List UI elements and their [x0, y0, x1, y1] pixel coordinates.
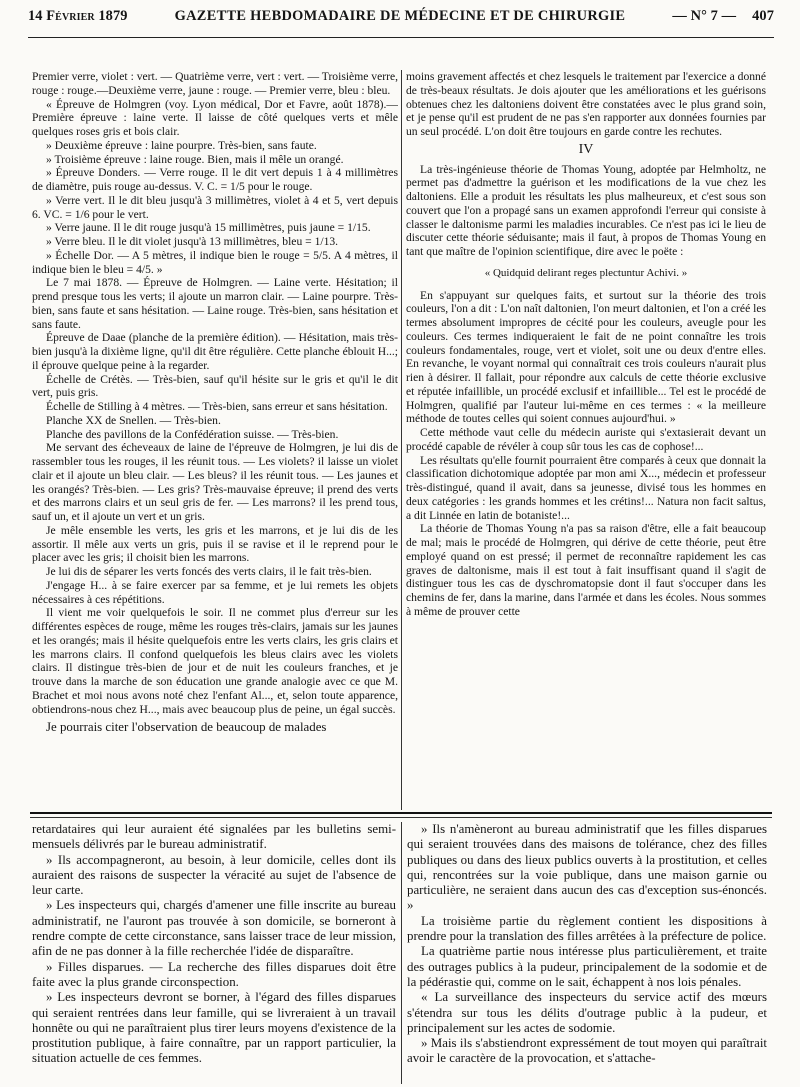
paragraph: » Ils accompagneront, au besoin, à leur domicile, celles dont ils auraient des raisons de suspecter la véracité au sujet de l'absence de leur carte. [32, 852, 396, 898]
left-column [32, 70, 398, 810]
paragraph: » Filles disparues. — La recherche des filles disparues doit être faite avec la plus grande circonspection. [32, 959, 396, 989]
paragraph: Échelle de Crétès. — Très-bien, sauf qu'il hésite sur le gris et qu'il le dit vert, puis gris. [32, 372, 398, 400]
paragraph: Me servant des écheveaux de laine de l'épreuve de Holmgren, je lui dis de rassembler tous les rouges, il les réunit tous. — Les violets? il laisse un violet clair et il ajoute un bleu clair. — Les bleus? il les réunit tous. — Les jaunes et les orangés? Très-bien. — Les gris? Très-mauvaise épreuve; il prend des verts et des marrons clairs et un seul gris de fer. — Les marrons? il les prend tous, sauf un, et il ajoute un vert et un gris. [32, 441, 398, 523]
header-page-number: 407 [752, 8, 774, 24]
paragraph: » Verre bleu. Il le dit violet jusqu'à 13 millimètres, bleu = 1/13. [46, 235, 339, 248]
paragraph: La quatrième partie nous intéresse plus particulièrement, et traite des outrages publics à la pudeur, principalement de la sodomie et de la pédérastie qui, comme on le sait, échappent à nos lois pénales. [407, 944, 767, 989]
paragraph: « Épreuve de Holmgren (voy. Lyon médical, Dor et Favre, août 1878).— Première épreuve : laine verte. Il laisse de côté quelques verts et mêle quelques roses gris et bois clair. [32, 97, 398, 138]
paragraph: » Mais ils s'abstiendront expressément de tout moyen qui paraîtrait avoir le caractère de la provocation, et s'attache- [407, 1036, 767, 1066]
right-paragraph-3: Cette méthode vaut celle du médecin auriste qui s'extasierait devant un procédé capable de révéler à coup sûr tous les cas de cophose!... [406, 426, 766, 453]
paragraph: Planche XX de Snellen. — Très-bien. [46, 413, 221, 427]
feuilleton-rule-thick [30, 812, 772, 814]
paragraph: Je lui dis de séparer les verts foncés des verts clairs, il le fait très-bien. [46, 565, 372, 578]
header-issue: — N° 7 — [672, 8, 737, 24]
paragraph: » Épreuve Donders. — Verre rouge. Il le dit vert depuis 1 à 4 millimètres de diamètre, puis rouge au-dessus. V. C. = 1/5 pour le rouge. [32, 166, 398, 193]
paragraph: Il vient me voir quelquefois le soir. Il ne commet plus d'erreur sur les différentes espèces de rouge, même les rouges très-clairs, jamais sur les jaunes et les orangés; mais il hésite quelquefois entre les verts clairs, les gris clairs et les marrons clairs. Il confond quelquefois les bleus clairs avec les violets clairs. Il distingue très-bien de jour et de nuit les couleurs franches, et je trouve dans la marche de son éducation une grande analogie avec ce que M. Brachet et moi nous avons noté chez l'enfant Al..., et, selon toute apparence, obtiendrons-nous chez H..., mais avec beaucoup plus de peine, un égal succès. [32, 606, 398, 716]
paragraph: Premier verre, violet : vert. — Quatrième verre, vert : vert. — Troisième verre, rouge : rouge.—Deuxième verre, jaune : rouge. — Premier verre, bleu : bleu. [32, 70, 398, 97]
header-title: GAZETTE HEBDOMADAIRE DE MÉDECINE ET DE CHIRURGIE [174, 8, 626, 24]
paragraph: » Deuxième épreuve : laine pourpre. Très-bien, sans faute. [46, 138, 317, 152]
latin-quote: « Quidquid delirant reges plectuntur Achivi. » [484, 266, 688, 279]
paragraph: Je mêle ensemble les verts, les gris et les marrons, et je lui dis de les assortir. Il mêle aux verts un gris, puis il se ravise et il le reprend pour le placer avec les gris; il choisit bien les marrons. [32, 523, 398, 565]
paragraph: J'engage H... à se faire exercer par sa femme, et je lui remets les objets nécessaires à ces répétitions. [32, 578, 398, 606]
section-number: IV [578, 141, 594, 157]
header-date: 14 Février 1879 [28, 8, 128, 24]
paragraph: » Les inspecteurs qui, chargés d'amener une fille inscrite au bureau administratif, ne l'auront pas trouvée à son domicile, se borneront à rendre compte de cette circonstance, sans laisser trace de leur mission, afin de ne pas donner à la fille recherchée l'idée de disparaître. [32, 898, 396, 959]
right-column [406, 70, 766, 808]
paragraph: » Verre vert. Il le dit bleu jusqu'à 3 millimètres, violet à 4 et 5, vert depuis 6. VC. = 1/6 pour le vert. [32, 193, 398, 221]
paragraph: » Échelle Dor. — A 5 mètres, il indique bien le rouge = 5/5. A 4 mètres, il indique bien le bleu = 4/5. » [32, 248, 398, 276]
paragraph: Le 7 mai 1878. — Épreuve de Holmgren. — Laine verte. Hésitation; il prend presque tous les verts; il ajoute un marron clair. — Laine pourpre. Très-bien, sans faute et sans hésitation. — Laine rouge. Très-bien, sans hésitation et sans faute. [32, 276, 398, 331]
paragraph: La troisième partie du règlement contient les dispositions à prendre pour la translation des filles arrêtées à la préfecture de police. [407, 913, 767, 944]
feuilleton-left-column [32, 822, 396, 1084]
feuilleton-rule-thin [30, 817, 772, 818]
feuilleton-column-divider [401, 822, 402, 1084]
paragraph: Je pourrais citer l'observation de beaucoup de malades [46, 720, 327, 735]
right-intro-paragraph: moins gravement affectés et chez lesquels le traitement par l'exercice a donné de très-beaux résultats. Je dois ajouter que les améliorations et les guérisons obtenues chez les daltoniens doivent être constatées avec le plus grand soin, et je pense qu'il est prudent de ne pas s'en rapporter aux données fournies par un seul procédé. L'on doit être toujours en garde contre les rechutes. [406, 70, 766, 138]
right-paragraph-5: La théorie de Thomas Young n'a pas sa raison d'être, elle a fait beaucoup de mal; mais le procédé de Holmgren, qui dérive de cette théorie, peut être employé quand on est pressé; il permet de reconnaître rapidement les cas graves de daltonisme, mais il est tout à fait insuffisant quand il s'agit de distinguer tous les cas de dyschromatopsie dont il faut s'occuper dans les chemins de fer, dans la marine, dans l'armée et dans les écoles. Nous sommes à même de prouver cette [406, 522, 766, 618]
feuilleton-right-column [407, 822, 767, 1084]
right-paragraph-4: Les résultats qu'elle fournit pourraient être comparés à ceux que donnait la classification dichotomique adoptée par mon ami X..., médecin et professeur très-distingué, quand il avait, dans sa jeunesse, divisé tous les hommes en deux catégories : les grands hommes et les crétins!... Natura non facit saltus, a dit Linnée en latin de botaniste!... [406, 453, 766, 522]
right-paragraph-1: La très-ingénieuse théorie de Thomas Young, adoptée par Helmholtz, ne permet pas d'admettre la guérison et les modifications de la vue chez les daltoniens. Elle a produit les résultats les plus malheureux, et c'est sous son couvert que l'on a propagé sans un examen approfondi l'erreur qui consiste à classer le daltonisme parmi les maladies incurables. Ce n'est pas ici le lieu de discuter cette théorie séduisante; mais il faut, à propos de Thomas Young en tant que maître de l'opinion scientifique, dire avec le poëte : [406, 162, 766, 258]
paragraph: retardataires qui leur auraient été signalées par les bulletins semi-mensuels délivrés par le bureau administratif. [32, 822, 396, 852]
paragraph: Planche des pavillons de la Confédération suisse. — Très-bien. [46, 427, 339, 441]
right-paragraph-2: En s'appuyant sur quelques faits, et surtout sur la théorie des trois couleurs, l'on a dit : L'on naît daltonien, l'on meurt daltonien, et l'on a créé les termes absolument impropres de cécité pour les couleurs, aveugle pour les couleurs. Ces termes indiqueraient le fait de ne point connaître les trois couleurs fondamentales, rouge, vert et violet, soit une ou deux d'entre elles. En revanche, le voyant normal qui connaîtrait ces trois couleurs n'aurait plus rien à désirer. Il fallait, pour répondre aux calculs de cette théorie exclusive et réputée infaillible, un procédé exclusif et infaillible... Tel est le procédé de Holmgren, qualifié par l'auteur lui-même en ces termes : « la meilleure méthode de toutes celles qui soient connues aujourd'hui. » [406, 288, 766, 426]
paragraph: Échelle de Stilling à 4 mètres. — Très-bien, sans erreur et sans hésitation. [46, 400, 388, 413]
header-rule [28, 37, 774, 38]
column-divider [401, 70, 402, 810]
paragraph: » Les inspecteurs devront se borner, à l'égard des filles disparues qui seraient rentrées dans leur famille, qui se livreraient à un travail honnête ou qui ne paraîtraient plus tirer leurs moyens d'existence de la prostitution publique, à faire connaître, par un rapport particulier, la situation actuelle de ces femmes. [32, 990, 396, 1066]
header-issue-page [672, 8, 774, 25]
paragraph: « La surveillance des inspecteurs du service actif des mœurs s'étendra sur tous les délits d'outrage public à la pudeur, et principalement sur les actes de sodomie. [407, 990, 767, 1035]
paragraph: Épreuve de Daae (planche de la première édition). — Hésitation, mais très-bien jusqu'à la dixième ligne, qu'il dit être régulière. Cette planche éblouit H...; il éprouve quelque peine à la regarder. [32, 331, 398, 372]
page-header [28, 8, 774, 34]
paragraph: » Verre jaune. Il le dit rouge jusqu'à 15 millimètres, puis jaune = 1/15. [46, 221, 371, 235]
paragraph: » Troisième épreuve : laine rouge. Bien, mais il mêle un orangé. [46, 152, 344, 166]
paragraph: » Ils n'amèneront au bureau administratif que les filles disparues qui seraient trouvées dans des maisons de tolérance, chez des filles publiques ou dans des lieux publics ouverts à la prostitution, et celles qui, rencontrées sur la voie publique, dans une maison garnie ou particulière, ne seraient dans aucun des cas d'exception sus-énoncés. » [407, 822, 767, 913]
